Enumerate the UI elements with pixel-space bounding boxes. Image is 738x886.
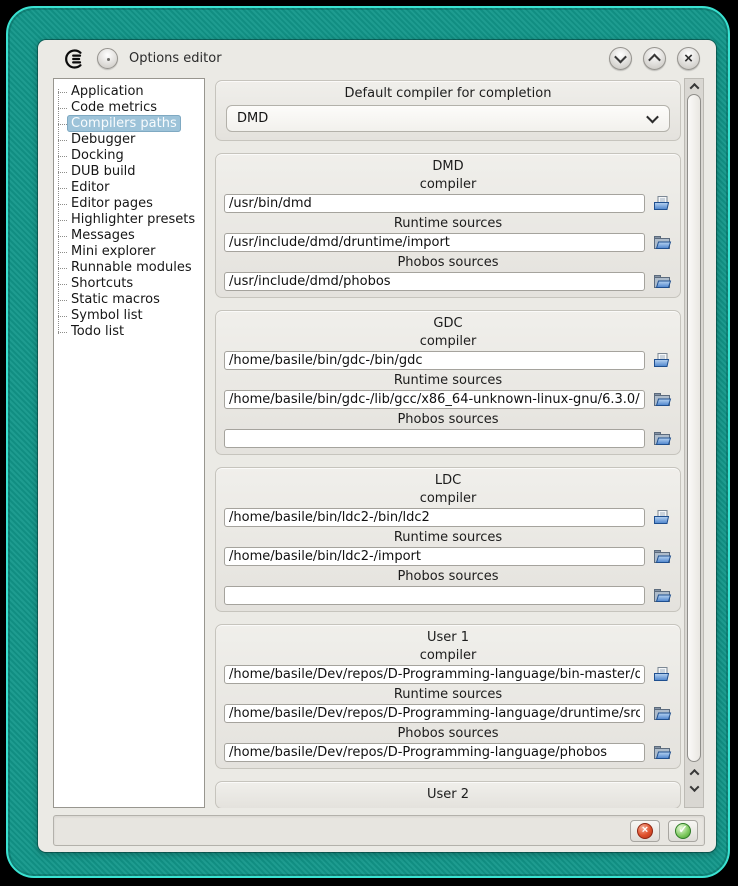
dmd-compiler-input[interactable] (224, 194, 645, 213)
field-label: Phobos sources (397, 726, 499, 741)
field-row (222, 233, 674, 252)
group-title: User 2 (426, 787, 470, 802)
field-label: Runtime sources (393, 373, 503, 388)
group-title: GDC (433, 316, 463, 331)
scroll-down-button[interactable] (685, 781, 703, 795)
browse-folder-button[interactable] (652, 391, 672, 409)
category-tree (54, 79, 204, 340)
sidebar-item-docking[interactable]: Docking (54, 148, 204, 164)
sidebar-item-messages[interactable]: Messages (54, 228, 204, 244)
browse-folder-button[interactable] (652, 744, 672, 762)
browse-folder-button[interactable] (652, 234, 672, 252)
chevron-up-icon (648, 54, 661, 67)
sidebar-item-runnable-modules[interactable]: Runnable modules (54, 260, 204, 276)
maximize-button[interactable] (643, 47, 666, 70)
ok-icon: ✓ (675, 823, 691, 839)
field-label: compiler (419, 648, 477, 663)
open-file-icon (653, 509, 672, 526)
options-editor-window (38, 40, 716, 852)
sidebar-item-editor[interactable]: Editor (54, 180, 204, 196)
open-folder-icon (653, 273, 672, 290)
user1-runtime-sources-input[interactable] (224, 704, 645, 723)
open-file-icon (653, 195, 672, 212)
browse-folder-button[interactable] (652, 587, 672, 605)
ldc-compiler-input[interactable] (224, 508, 645, 527)
open-file-icon (653, 666, 672, 683)
window-frame (6, 6, 730, 878)
gdc-compiler-input[interactable] (224, 351, 645, 370)
group-ldc (215, 467, 681, 612)
field-label: Phobos sources (397, 569, 499, 584)
open-folder-icon (653, 548, 672, 565)
coedit-logo-icon (64, 48, 86, 70)
gdc-phobos-sources-input[interactable] (224, 429, 645, 448)
sidebar-item-application[interactable]: Application (54, 84, 204, 100)
open-folder-icon (653, 744, 672, 761)
open-file-icon (653, 352, 672, 369)
default-compiler-select[interactable] (226, 105, 670, 132)
sidebar-item-highlighter-presets[interactable]: Highlighter presets (54, 212, 204, 228)
field-row (222, 743, 674, 762)
group-user2 (215, 781, 681, 808)
field-label: Phobos sources (397, 412, 499, 427)
user1-compiler-input[interactable] (224, 665, 645, 684)
dmd-phobos-sources-input[interactable] (224, 272, 645, 291)
field-row (222, 272, 674, 291)
browse-folder-button[interactable] (652, 548, 672, 566)
open-folder-icon (653, 705, 672, 722)
browse-file-button[interactable] (652, 509, 672, 527)
field-row (222, 586, 674, 605)
user1-phobos-sources-input[interactable] (224, 743, 645, 762)
field-row (222, 429, 674, 448)
window-menu-button[interactable] (97, 48, 118, 69)
browse-file-button[interactable] (652, 352, 672, 370)
field-row (222, 194, 674, 213)
chevron-down-icon (646, 111, 659, 124)
panel-splitter[interactable] (206, 78, 215, 808)
accept-button[interactable] (668, 820, 698, 842)
sidebar-item-dub-build[interactable]: DUB build (54, 164, 204, 180)
ldc-phobos-sources-input[interactable] (224, 586, 645, 605)
window-title: Options editor (129, 51, 222, 66)
sidebar-item-code-metrics[interactable]: Code metrics (54, 100, 204, 116)
close-icon: × (684, 49, 693, 67)
sidebar-item-symbol-list[interactable]: Symbol list (54, 308, 204, 324)
close-button[interactable] (677, 47, 700, 70)
open-folder-icon (653, 430, 672, 447)
combo-value: DMD (237, 111, 269, 126)
group-title: DMD (432, 159, 464, 174)
group-gdc (215, 310, 681, 455)
browse-folder-button[interactable] (652, 705, 672, 723)
titlebar[interactable] (38, 40, 716, 77)
sidebar-item-static-macros[interactable]: Static macros (54, 292, 204, 308)
browse-folder-button[interactable] (652, 273, 672, 291)
sidebar-item-shortcuts[interactable]: Shortcuts (54, 276, 204, 292)
open-folder-icon (653, 234, 672, 251)
open-folder-icon (653, 391, 672, 408)
compilers-paths-panel (215, 78, 681, 808)
browse-file-button[interactable] (652, 195, 672, 213)
browse-folder-button[interactable] (652, 430, 672, 448)
ldc-runtime-sources-input[interactable] (224, 547, 645, 566)
group-title: User 1 (426, 630, 470, 645)
sidebar-item-debugger[interactable]: Debugger (54, 132, 204, 148)
field-label: compiler (419, 177, 477, 192)
categories-panel (53, 78, 205, 808)
field-row (222, 508, 674, 527)
field-label: Runtime sources (393, 687, 503, 702)
scroll-up-button[interactable] (685, 765, 703, 779)
field-row (222, 665, 674, 684)
sidebar-item-todo-list[interactable]: Todo list (54, 324, 204, 340)
group-title: LDC (434, 473, 462, 488)
sidebar-item-editor-pages[interactable]: Editor pages (54, 196, 204, 212)
browse-file-button[interactable] (652, 666, 672, 684)
field-row (222, 390, 674, 409)
minimize-button[interactable] (609, 47, 632, 70)
open-folder-icon (653, 587, 672, 604)
field-label: Phobos sources (397, 255, 499, 270)
group-default-compiler (215, 80, 681, 141)
field-label: Runtime sources (393, 216, 503, 231)
field-row (222, 547, 674, 566)
vertical-scrollbar[interactable] (684, 78, 704, 808)
cancel-icon: × (637, 823, 653, 839)
dmd-runtime-sources-input[interactable] (224, 233, 645, 252)
field-label: Runtime sources (393, 530, 503, 545)
field-label: compiler (419, 334, 477, 349)
scrollbar-thumb[interactable] (687, 94, 701, 762)
chevron-down-icon (689, 782, 699, 792)
chevron-up-icon (689, 768, 699, 778)
gdc-runtime-sources-input[interactable] (224, 390, 645, 409)
cancel-button[interactable] (630, 820, 660, 842)
chevron-up-icon (689, 82, 699, 92)
field-label: compiler (419, 491, 477, 506)
scroll-up-button[interactable] (685, 79, 703, 93)
group-dmd (215, 153, 681, 298)
sidebar-item-compilers-paths[interactable]: Compilers paths (54, 116, 204, 132)
field-row (222, 704, 674, 723)
sidebar-item-mini-explorer[interactable]: Mini explorer (54, 244, 204, 260)
status-bar (53, 815, 705, 846)
chevron-down-icon (614, 51, 627, 64)
group-user1 (215, 624, 681, 769)
field-row (222, 351, 674, 370)
group-title: Default compiler for completion (344, 86, 552, 101)
